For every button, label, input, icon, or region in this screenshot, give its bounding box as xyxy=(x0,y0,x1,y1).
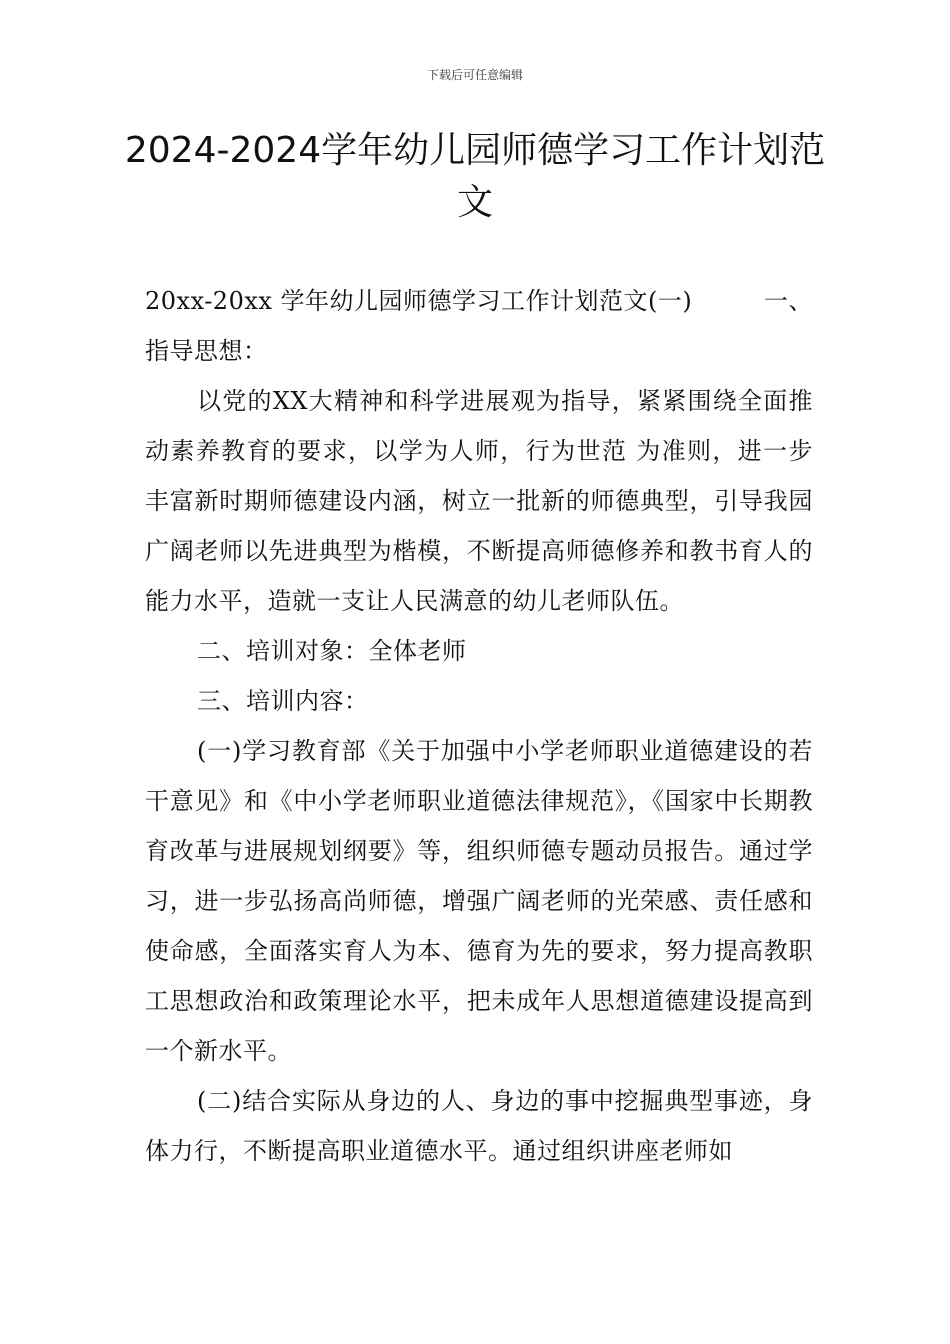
paragraph-training-content-heading: 三、培训内容： xyxy=(197,687,369,715)
paragraph-training-content-2: (二)结合实际从身边的人、身边的事中挖掘典型事迹，身体力行，不断提高职业道德水平。通过组织讲座老师如 xyxy=(145,1087,813,1165)
header-note: 下载后可任意编辑 xyxy=(426,68,523,82)
document-title: 2024-2024学年幼儿园师德学习工作计划范文 xyxy=(124,130,826,223)
paragraph-guiding-ideology: 以党的XX大精神和科学进展观为指导，紧紧围绕全面推动素养教育的要求，以学为人师，行为世范 为准则，进一步丰富新时期师德建设内涵，树立一批新的师德典型，引导我园广阔老师以先进典型为楷模，不断提高师德修养和教书育人的能力水平，造就一支让人民满意的幼儿老师队伍。 xyxy=(145,387,813,615)
intro-section-number: 一、 xyxy=(764,287,813,315)
paragraph-training-content-1: (一)学习教育部《关于加强中小学老师职业道德建设的若干意见》和《中小学老师职业道德法律规范》，《国家中长期教育改革与进展规划纲要》等，组织师德专题动员报告。通过学习，进一步弘扬高尚师德，增强广阔老师的光荣感、责任感和使命感，全面落实育人为本、德育为先的要求，努力提高教职工思想政治和政策理论水平，把未成年人思想道德建设提高到一个新水平。 xyxy=(145,737,813,1065)
document-body xyxy=(145,276,813,1176)
intro-line xyxy=(145,276,813,326)
intro-heading: 20xx-20xx 学年幼儿园师德学习工作计划范文(一) xyxy=(145,287,693,315)
paragraph-training-target: 二、培训对象：全体老师 xyxy=(197,637,467,665)
intro-continuation: 指导思想： xyxy=(145,337,268,365)
